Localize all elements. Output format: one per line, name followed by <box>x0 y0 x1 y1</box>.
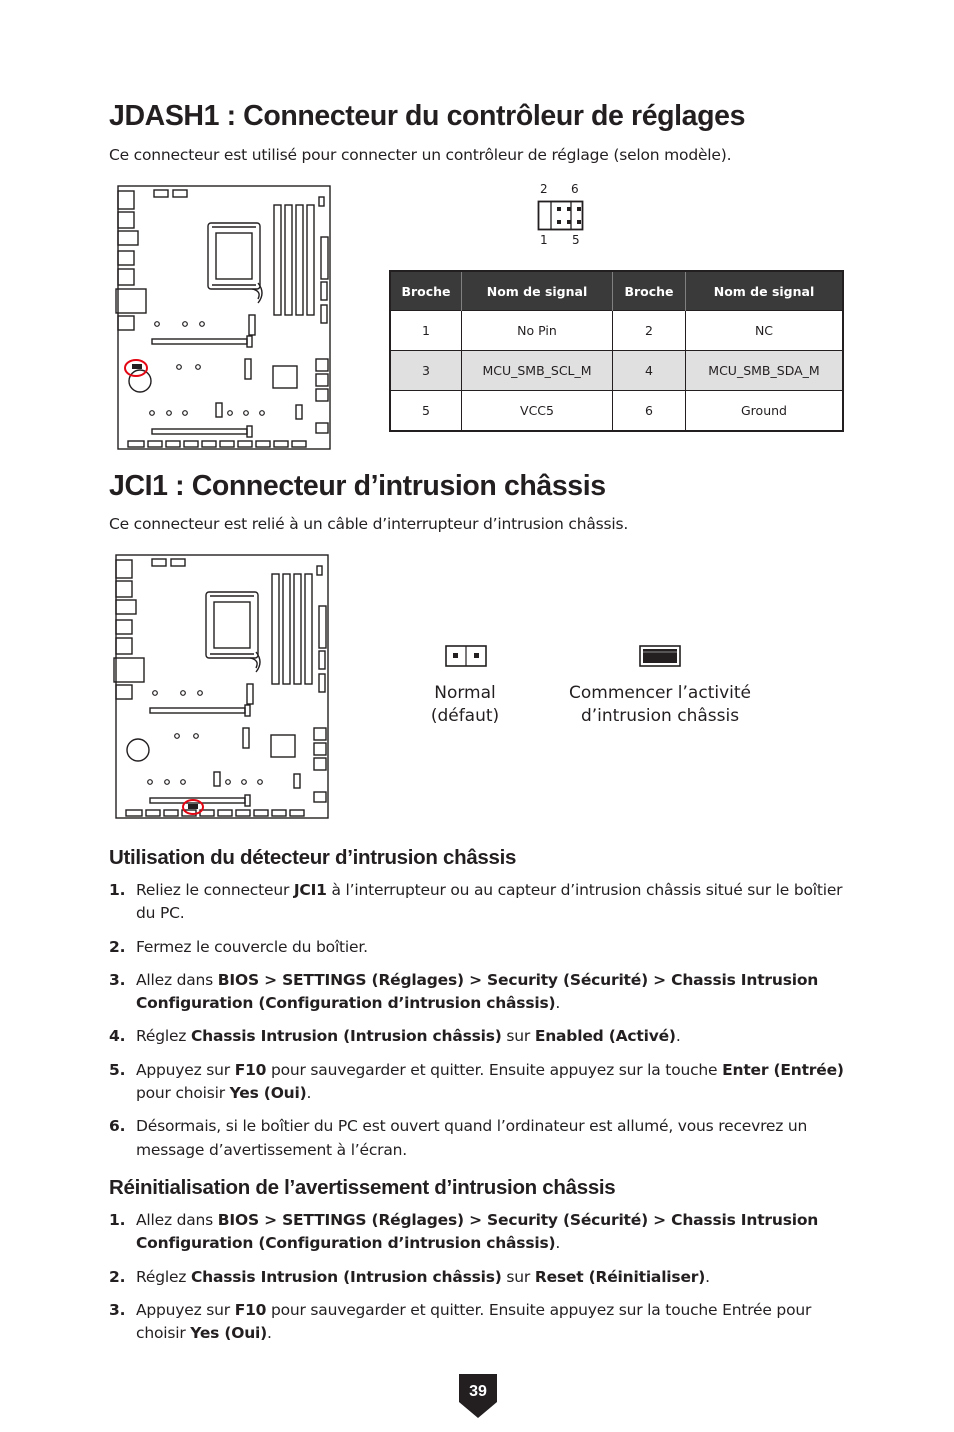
jumper-trigger-label <box>555 682 765 728</box>
jdash-heading: JDASH1 : Connecteur du contrôleur de réglages <box>109 100 746 132</box>
step-text: . <box>675 1027 681 1046</box>
pin-label-6: 6 <box>571 182 579 196</box>
step-text: sur <box>501 1267 535 1286</box>
step-number: 1. <box>109 881 126 899</box>
page-number: 39 <box>469 1383 487 1400</box>
table-row <box>390 391 843 432</box>
table-cell: 6 <box>613 391 686 432</box>
step-text: Appuyez sur <box>136 1060 235 1079</box>
jumper-normal-icon <box>445 645 487 667</box>
step-text: à l’interrupteur ou au capteur d’intrusion châssis situé sur le boîtier du PC. <box>136 881 843 923</box>
list-item <box>109 1299 849 1346</box>
table-cell: MCU_SMB_SDA_M <box>686 351 844 391</box>
motherboard-diagram-jdash <box>112 183 334 453</box>
step-text: Allez dans <box>136 1211 218 1229</box>
table-cell: No Pin <box>462 311 613 351</box>
jumper-trigger-line1: Commencer l’activité <box>568 683 751 703</box>
step-text: Réglez <box>136 1027 191 1046</box>
table-cell: MCU_SMB_SCL_M <box>462 351 613 391</box>
pin-label-1: 1 <box>540 233 548 247</box>
table-header: Broche <box>613 271 686 311</box>
step-emphasis: F10 <box>234 1300 267 1319</box>
step-emphasis: BIOS > SETTINGS (Réglages) > Security (Sécurité) > Chassis Intrusion Configuration (Configuration d’intrusion châssis) <box>136 970 819 1013</box>
jdash-intro: Ce connecteur est utilisé pour connecter un contrôleur de réglage (selon modèle). <box>109 146 732 164</box>
step-text: Réglez <box>136 1267 191 1286</box>
step-text: Fermez le couvercle du boîtier. <box>136 937 368 956</box>
list-item <box>109 936 849 959</box>
jumper-closed-icon <box>639 645 681 667</box>
pin-label-2: 2 <box>540 182 548 196</box>
list-item <box>109 1266 849 1289</box>
reset-steps <box>109 1209 849 1355</box>
jumper-trigger-line2: d’intrusion châssis <box>580 706 740 726</box>
table-cell: 4 <box>613 351 686 391</box>
jci-heading: JCI1 : Connecteur d’intrusion châssis <box>109 470 606 502</box>
jdash-pin-table <box>389 270 844 432</box>
jumper-normal-line2: (défaut) <box>430 706 500 726</box>
step-text: . <box>555 1234 561 1253</box>
list-item <box>109 1025 849 1048</box>
table-cell: NC <box>686 311 844 351</box>
jumper-normal-label <box>415 682 515 728</box>
step-number: 3. <box>109 970 126 989</box>
table-cell: 3 <box>390 351 462 391</box>
step-number: 2. <box>109 937 126 956</box>
table-cell: VCC5 <box>462 391 613 432</box>
table-header: Nom de signal <box>686 271 844 311</box>
list-item <box>109 879 849 926</box>
table-cell: 2 <box>613 311 686 351</box>
step-emphasis: Enter (Entrée) <box>722 1060 844 1079</box>
motherboard-diagram-jci <box>110 552 332 822</box>
step-number: 5. <box>109 1060 126 1079</box>
step-text: Reliez le connecteur <box>136 881 294 899</box>
step-text: . <box>267 1324 272 1343</box>
step-emphasis: JCI1 <box>293 881 327 899</box>
pin-label-5: 5 <box>572 233 580 247</box>
jci-intro: Ce connecteur est relié à un câble d’interrupteur d’intrusion châssis. <box>109 515 629 533</box>
step-text: . <box>306 1084 312 1103</box>
page-number-badge <box>459 1374 497 1418</box>
step-text: pour sauvegarder et quitter. Ensuite appuyez sur la touche Entrée pour choisir <box>136 1300 812 1343</box>
step-text: . <box>705 1267 710 1286</box>
step-emphasis: Yes (Oui) <box>190 1324 268 1343</box>
step-text: sur <box>501 1027 535 1046</box>
step-emphasis: Chassis Intrusion (Intrusion châssis) <box>190 1027 502 1046</box>
list-item <box>109 969 849 1016</box>
step-text: Allez dans <box>136 970 218 989</box>
step-number: 1. <box>109 1211 126 1229</box>
table-row <box>390 311 843 351</box>
list-item <box>109 1059 849 1106</box>
table-cell: Ground <box>686 391 844 432</box>
jdash-pin-diagram <box>537 200 587 232</box>
step-emphasis: BIOS > SETTINGS (Réglages) > Security (Sécurité) > Chassis Intrusion Configuration (Configuration d’intrusion châssis) <box>136 1211 819 1253</box>
table-header: Nom de signal <box>462 271 613 311</box>
table-row <box>390 351 843 391</box>
table-cell: 1 <box>390 311 462 351</box>
step-text: Appuyez sur <box>136 1300 235 1319</box>
usage-heading: Utilisation du détecteur d’intrusion châssis <box>109 846 517 869</box>
step-number: 2. <box>109 1267 126 1286</box>
step-emphasis: F10 <box>234 1060 267 1079</box>
step-number: 3. <box>109 1300 126 1319</box>
step-emphasis: Enabled (Activé) <box>534 1027 676 1046</box>
step-text: Désormais, si le boîtier du PC est ouvert quand l’ordinateur est allumé, vous recevrez un message d’avertissement à l’écran. <box>136 1117 808 1159</box>
step-emphasis: Yes (Oui) <box>229 1084 307 1103</box>
reset-heading: Réinitialisation de l’avertissement d’intrusion châssis <box>109 1176 616 1199</box>
step-text: pour choisir <box>136 1084 230 1103</box>
step-number: 4. <box>109 1027 126 1046</box>
table-cell: 5 <box>390 391 462 432</box>
step-text: pour sauvegarder et quitter. Ensuite appuyez sur la touche <box>266 1060 723 1079</box>
table-header-row <box>390 271 843 311</box>
step-emphasis: Chassis Intrusion (Intrusion châssis) <box>190 1267 502 1286</box>
jumper-normal-line1: Normal <box>434 683 496 703</box>
list-item <box>109 1209 849 1256</box>
step-emphasis: Reset (Réinitialiser) <box>534 1267 706 1286</box>
step-text: . <box>555 994 561 1013</box>
table-header: Broche <box>390 271 462 311</box>
step-number: 6. <box>109 1117 126 1136</box>
list-item <box>109 1115 849 1162</box>
usage-steps <box>109 879 849 1172</box>
